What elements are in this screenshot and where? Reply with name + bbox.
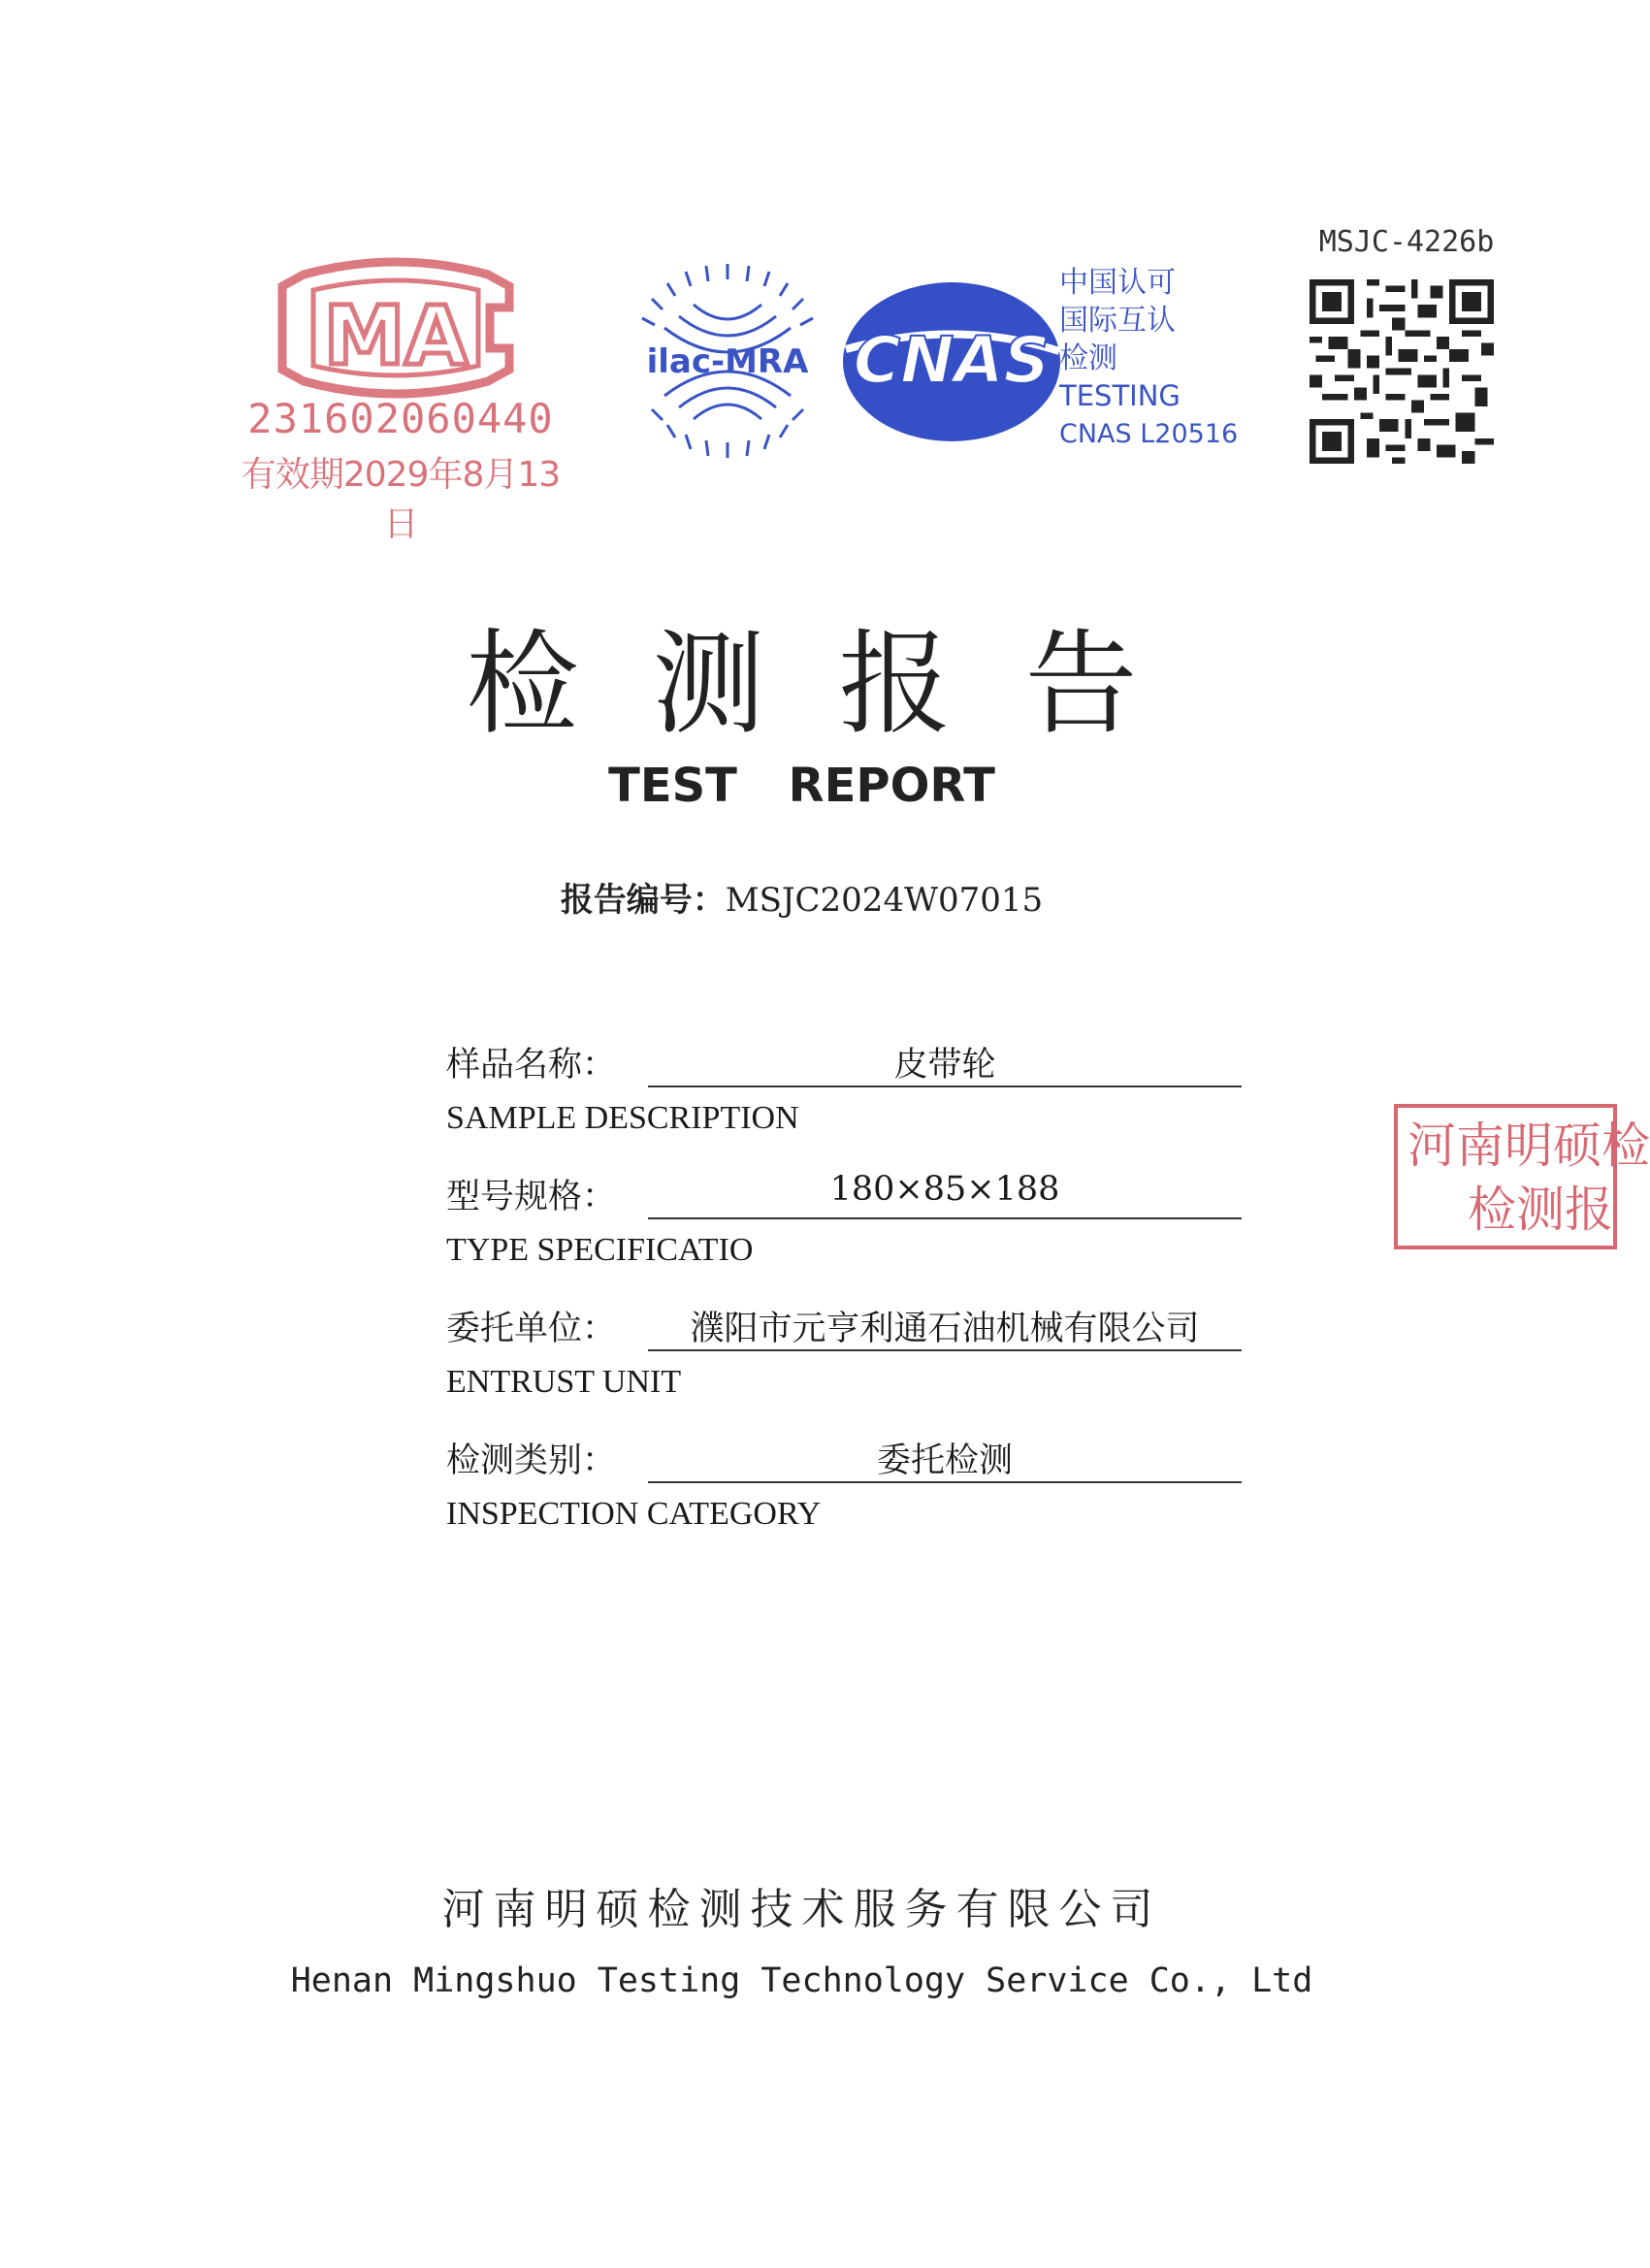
field-sample-name [446,1030,1242,1086]
field-inspection-category [446,1426,1242,1482]
cnas-line1: 中国认可 [1059,266,1176,300]
report-number [0,873,1603,921]
field-underline [648,1481,1242,1483]
field-label-en: SAMPLE DESCRIPTION [446,1100,799,1136]
field-value: 濮阳市元亨利通石油机械有限公司 [690,1310,1200,1348]
field-underline [648,1085,1242,1087]
cnas-line3: 检测 [1059,341,1117,375]
ilac-text: ilac-MRA [646,342,809,381]
cnas-line2: 国际互认 [1059,304,1176,338]
report-number-value: MSJC2024W07015 [725,881,1044,920]
cnas-line4: TESTING [1059,379,1181,412]
field-value: 委托检测 [876,1442,1013,1480]
company-name-en: Henan Mingshuo Testing Technology Service Co., Ltd [290,1961,1313,2000]
field-value: 180×85×188 [829,1170,1060,1209]
report-number-label: 报告编号： [560,881,726,920]
cma-logo [265,257,527,398]
field-label-en: TYPE SPECIFICATIO [446,1232,754,1268]
report-fields [446,1030,1242,1558]
qr-code-icon [1310,279,1494,464]
cma-validity: 有效期2029年8月13日 [241,455,561,544]
cma-number: 231602060440 [247,395,554,442]
field-label-cn: 检测类别： [446,1442,617,1480]
cnas-logo [840,279,1063,444]
seal-line2: 检测报 [1468,1182,1613,1238]
company-name-cn: 河南明硕检测技术服务有限公司 [441,1885,1162,1934]
field-underline [648,1217,1242,1219]
field-label-en: ENTRUST UNIT [446,1364,682,1400]
field-label-en: INSPECTION CATEGORY [446,1496,822,1532]
ilac-mra-mark [631,260,825,462]
seal-line1: 河南明硕检 [1407,1118,1650,1174]
field-value: 皮带轮 [893,1046,996,1085]
field-entrust-unit [446,1294,1242,1350]
field-label-cn: 委托单位： [446,1310,617,1348]
field-underline [648,1349,1242,1351]
cnas-code: CNAS L20516 [1059,419,1239,449]
field-label-cn: 型号规格： [446,1178,617,1216]
document-code: MSJC-4226b [1318,225,1495,259]
report-title-cn: 检测报告 [466,619,1212,750]
field-type-spec [446,1162,1242,1218]
company-seal-stamp [1394,1104,1650,1249]
cnas-accreditation-text [1059,264,1292,453]
report-title-en: TEST REPORT [608,759,995,813]
cnas-logo-text: CNAS [853,323,1051,398]
cma-stamp [241,257,561,544]
svg-text:MA: MA [323,288,469,383]
field-label-cn: 样品名称： [446,1046,617,1085]
